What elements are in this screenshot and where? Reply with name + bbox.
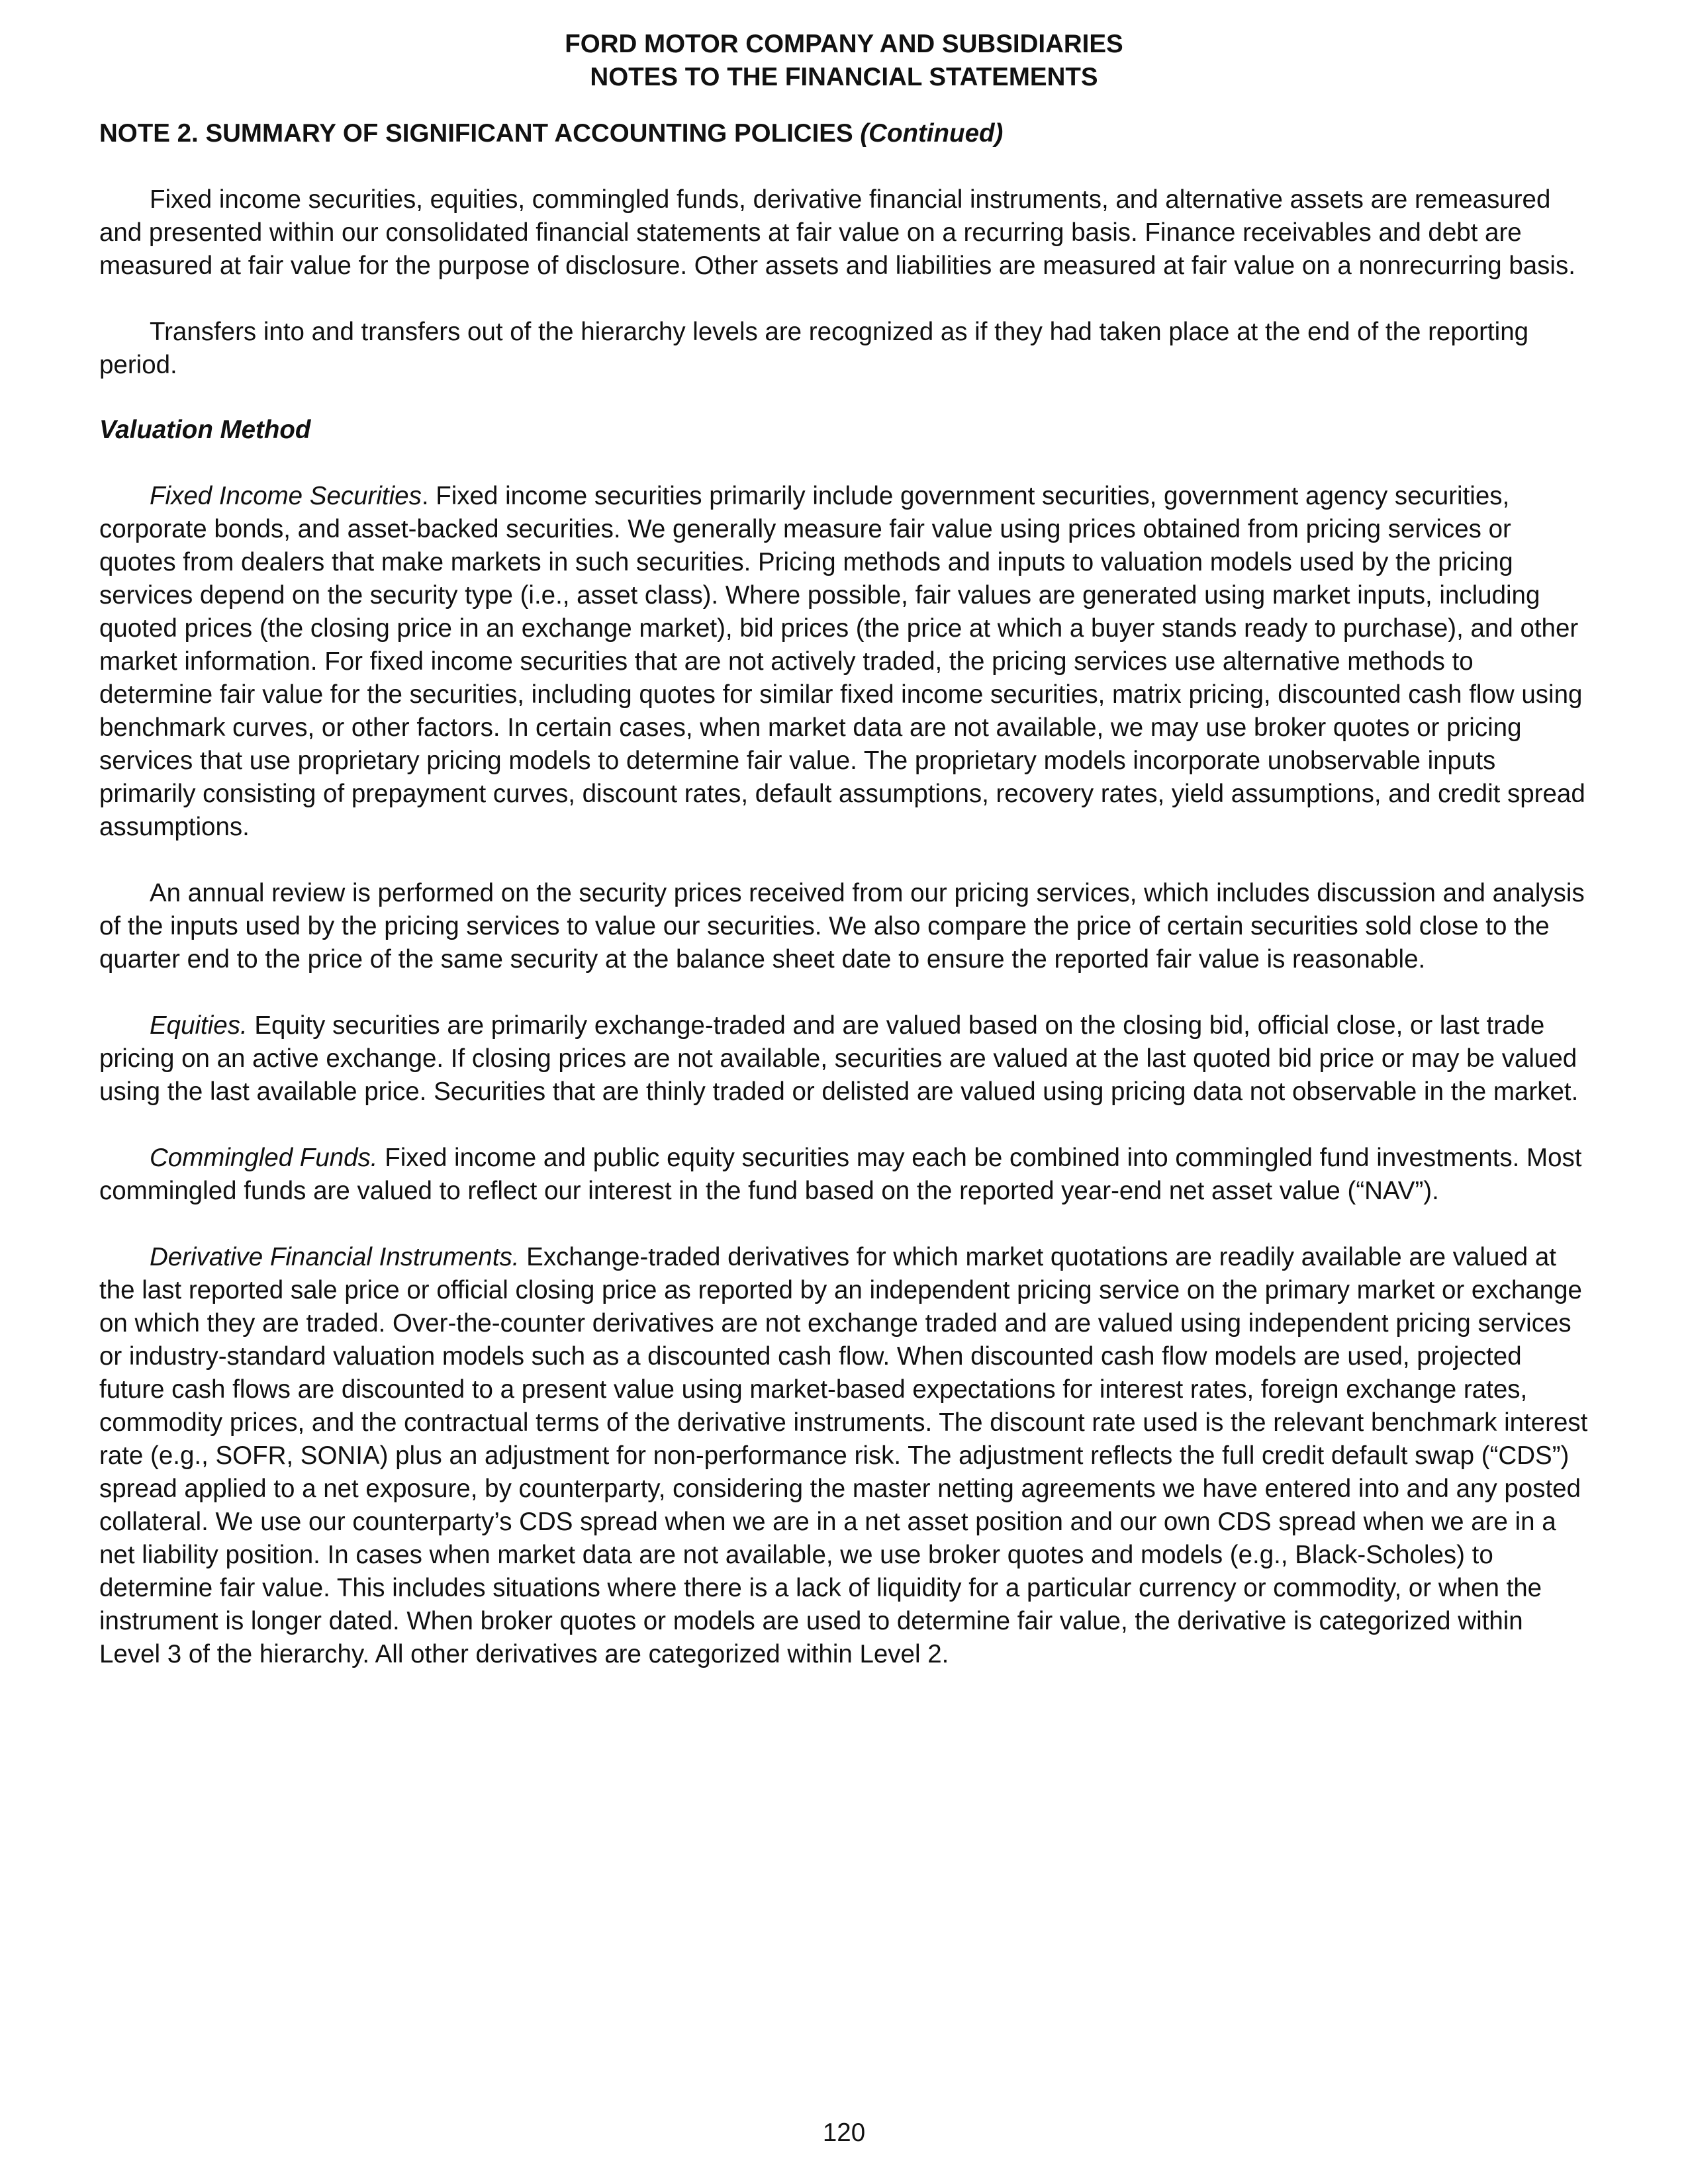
transfers-paragraph: Transfers into and transfers out of the hierarchy levels are recognized as if they had taken place at the end of the reporting period. [99, 318, 1529, 379]
derivatives-lead: Derivative Financial Instruments. [150, 1243, 520, 1271]
fixed-income-text: . Fixed income securities primarily include government securities, government agency securities, corporate bonds, and asset-backed securities. We generally measure fair value using prices obtained from pricing services or quotes from dealers that make markets in such securities. Pricing methods and inputs to valuation models used by the pricing services depend on the security type (i.e., asset class). Where possible, fair values are generated using market inputs, including quoted prices (the closing price in an exchange market), bid prices (the price at which a buyer stands ready to purchase), and other market information. For fixed income securities that are not actively traded, the pricing services use alternative methods to determine fair value for the securities, including quotes for similar fixed income securities, matrix pricing, discounted cash flow using benchmark curves, or other factors. In certain cases, when market data are not available, we may use broker quotes or pricing services that use proprietary pricing models to determine fair value. The proprietary models incorporate unobservable inputs primarily consisting of prepayment curves, discount rates, default assumptions, recovery rates, yield assumptions, and credit spread assumptions. [99, 482, 1585, 841]
equities-paragraph [99, 1009, 1589, 1109]
fair-value-paragraph: Fixed income securities, equities, commingled funds, derivative financial instruments, and alternative assets are remeasured and presented within our consolidated financial statements at fair value on a recurring basis. Finance receivables and debt are measured at fair value for the purpose of disclosure. Other assets and liabilities are measured at fair value on a nonrecurring basis. [99, 185, 1575, 280]
commingled-funds-text: Fixed income and public equity securities may each be combined into commingled fund investments. Most commingled funds are valued to reflect our interest in the fund based on the reported year-end net asset value (“NAV”). [99, 1144, 1582, 1205]
equities-lead: Equities. [150, 1011, 248, 1040]
note-title [99, 117, 1589, 150]
note-title-text: NOTE 2. SUMMARY OF SIGNIFICANT ACCOUNTING POLICIES [99, 119, 853, 148]
derivatives-text: Exchange-traded derivatives for which market quotations are readily available are valued at the last reported sale price or official closing price as reported by an independent pricing service on the primary market or exchange on which they are traded. Over-the-counter derivatives are not exchange traded and are valued using independent pricing services or industry-standard valuation models such as a discounted cash flow. When discounted cash flow models are used, projected future cash flows are discounted to a present value using market-based expectations for interest rates, foreign exchange rates, commodity prices, and the contractual terms of the derivative instruments. The discount rate used is the relevant benchmark interest rate (e.g., SOFR, SONIA) plus an adjustment for non-performance risk. The adjustment reflects the full credit default swap (“CDS”) spread applied to a net exposure, by counterparty, considering the master netting agreements we have entered into and any posted collateral. We use our counterparty’s CDS spread when we are in a net asset position and our own CDS spread when we are in a net liability position. In cases when market data are not available, we use broker quotes and models (e.g., Black-Scholes) to determine fair value. This includes situations where there is a lack of liquidity for a particular currency or commodity, or when the instrument is longer dated. When broker quotes or models are used to determine fair value, the derivative is categorized within Level 3 of the hierarchy. All other derivatives are categorized within Level 2. [99, 1243, 1588, 1668]
commingled-funds-lead: Commingled Funds. [150, 1144, 378, 1172]
equities-text: Equity securities are primarily exchange-traded and are valued based on the closing bid, official close, or last trade pricing on an active exchange. If closing prices are not available, securities are valued at the last quoted bid price or may be valued using the last available price. Securities that are thinly traded or delisted are valued using pricing data not observable in the market. [99, 1011, 1579, 1106]
page-number: 120 [822, 2118, 866, 2147]
commingled-funds-paragraph [99, 1142, 1589, 1208]
company-name: FORD MOTOR COMPANY AND SUBSIDIARIES [565, 30, 1123, 58]
valuation-method-heading: Valuation Method [99, 416, 311, 444]
annual-review-paragraph: An annual review is performed on the security prices received from our pricing services, which includes discussion and analysis of the inputs used by the pricing services to value our securities. We also compare the price of certain securities sold close to the quarter end to the price of the same security at the balance sheet date to ensure the reported fair value is reasonable. [99, 879, 1585, 974]
fixed-income-paragraph [99, 480, 1589, 844]
document-page [99, 28, 1589, 1671]
derivatives-paragraph [99, 1241, 1589, 1671]
document-subtitle: NOTES TO THE FINANCIAL STATEMENTS [590, 63, 1098, 91]
note-continued-label: (Continued) [860, 119, 1004, 148]
fixed-income-lead: Fixed Income Securities [150, 482, 422, 510]
